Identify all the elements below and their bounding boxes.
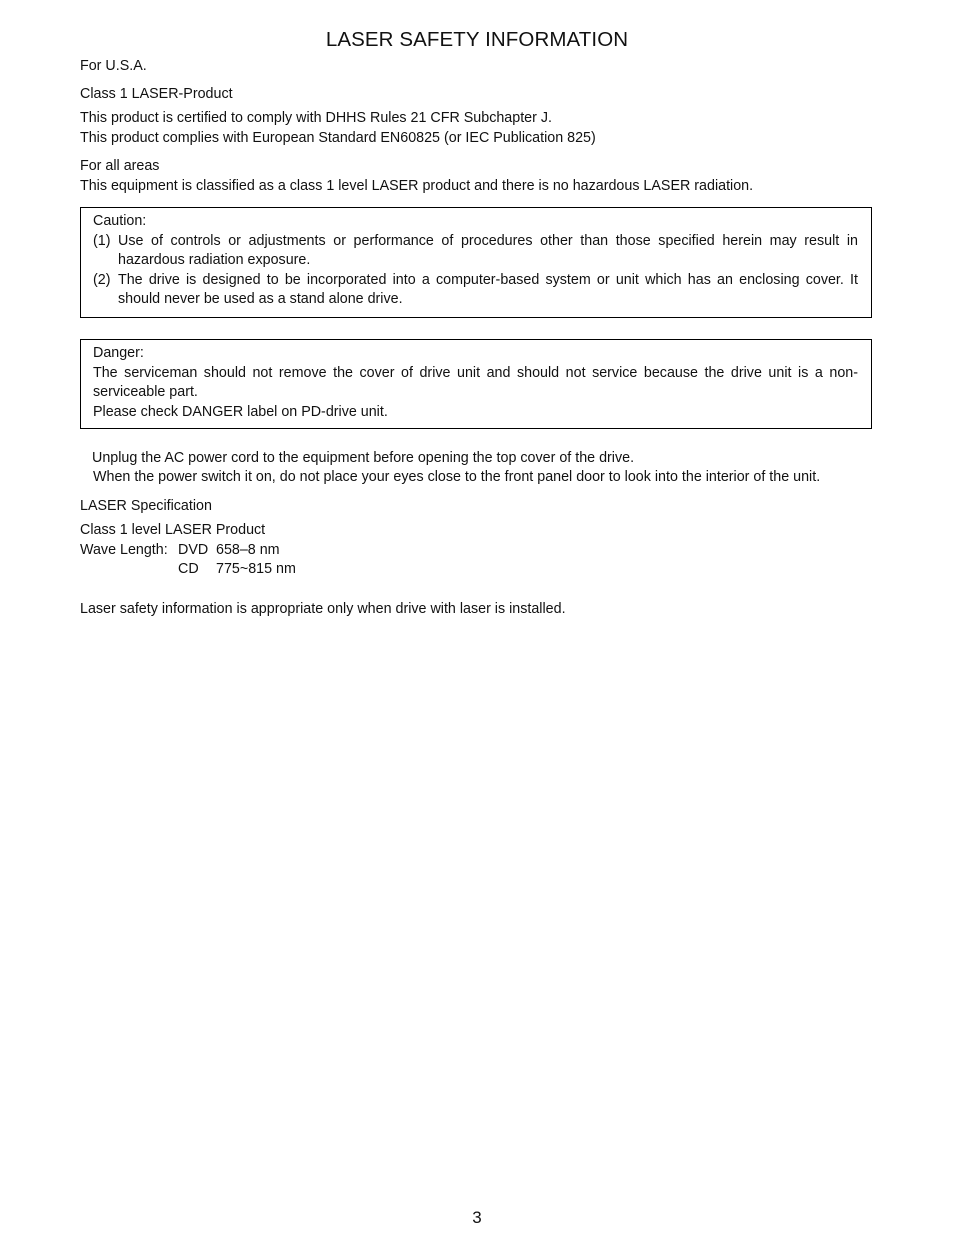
caution-box: [80, 207, 872, 318]
footnote: Laser safety information is appropriate only when drive with laser is installed.: [80, 601, 566, 617]
danger-text: The serviceman should not remove the cover of drive unit and should not service because the drive unit is a non-serviceable part.: [93, 364, 858, 401]
caution-item-text: Use of controls or adjustments or performance of procedures other than those specified herein may result in hazardous radiation exposure.: [118, 232, 858, 269]
spec-class-line: Class 1 level LASER Product: [80, 522, 266, 538]
page-number: 3: [472, 1208, 482, 1227]
danger-label-note: Please check DANGER label on PD-drive unit.: [93, 403, 388, 420]
unplug-warning: Unplug the AC power cord to the equipment before opening the top cover of the drive.: [92, 450, 635, 466]
usa-class-label: Class 1 LASER-Product: [80, 86, 233, 102]
cd-wavelength-value: 775~815 nm: [216, 561, 296, 577]
usa-compliance-dhhs: This product is certified to comply with DHHS Rules 21 CFR Subchapter J.: [80, 110, 552, 126]
usa-compliance-en60825: This product complies with European Standard EN60825 (or IEC Publication 825): [80, 129, 596, 146]
danger-heading: Danger:: [93, 345, 144, 361]
eye-warning: When the power switch it on, do not place your eyes close to the front panel door to look into the interior of the unit.: [93, 469, 821, 485]
caution-item-number: (1): [93, 232, 111, 249]
caution-item-text: The drive is designed to be incorporated into a computer-based system or unit which has an enclosing cover. It should never be used as a stand alone drive.: [118, 271, 858, 308]
danger-box: [80, 339, 872, 429]
caution-item: [93, 271, 858, 310]
page-title: LASER SAFETY INFORMATION: [325, 28, 629, 51]
dvd-label: DVD: [178, 541, 209, 558]
spec-heading: LASER Specification: [80, 498, 212, 514]
caution-heading: Caution:: [93, 213, 147, 229]
wave-length-label: Wave Length:: [80, 541, 168, 558]
all-areas-heading: For all areas: [80, 158, 160, 174]
cd-label: CD: [178, 561, 199, 577]
caution-item-number: (2): [93, 271, 111, 288]
all-areas-text: This equipment is classified as a class 1 level LASER product and there is no hazardous LASER radiation.: [80, 177, 754, 194]
usa-heading: For U.S.A.: [80, 58, 147, 74]
dvd-wavelength-value: 658–8 nm: [216, 541, 280, 558]
caution-item: [93, 232, 858, 271]
